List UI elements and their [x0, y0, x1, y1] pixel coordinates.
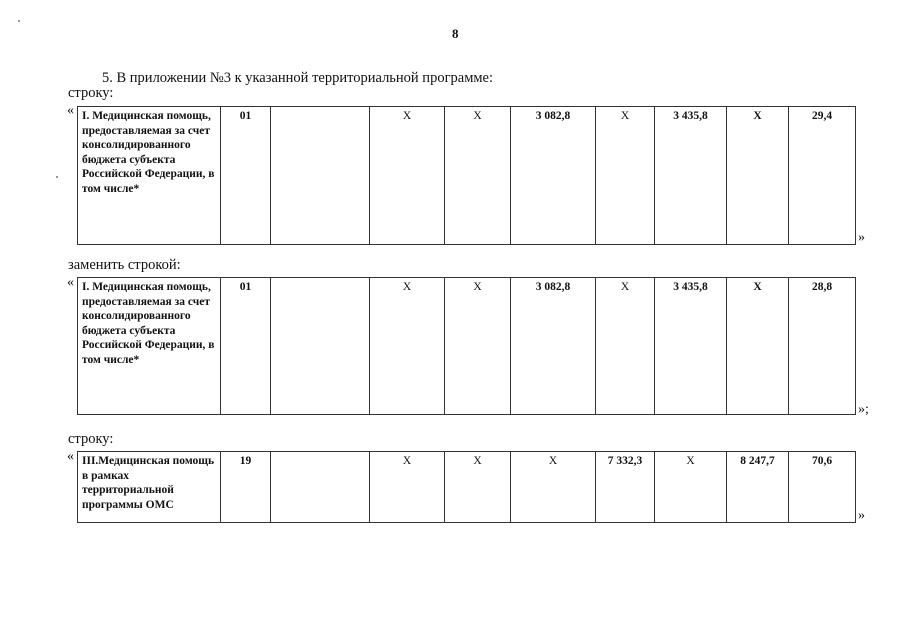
- page-number: 8: [452, 26, 459, 41]
- table-cell: X: [596, 278, 655, 415]
- table-cell: X: [511, 452, 596, 523]
- table-cell: X: [727, 107, 789, 245]
- table-cell: 70,6: [789, 452, 856, 523]
- table-cell: X: [445, 107, 511, 245]
- table-cell: [271, 278, 370, 415]
- table-cell: 3 435,8: [655, 107, 727, 245]
- row-code-cell: 01: [221, 278, 271, 415]
- close-quote: »: [858, 508, 865, 523]
- row-code-cell: 01: [221, 107, 271, 245]
- row-name-cell: III.Медицинская помощь в рамках территориальной программы ОМС: [78, 452, 221, 523]
- table-cell: X: [445, 278, 511, 415]
- open-quote: «: [67, 449, 74, 464]
- table-cell: 3 082,8: [511, 278, 596, 415]
- table-cell: 3 082,8: [511, 107, 596, 245]
- table-cell: 3 435,8: [655, 278, 727, 415]
- table-cell: X: [370, 278, 445, 415]
- section-label: заменить строкой:: [68, 257, 181, 273]
- scan-speck: [18, 20, 20, 22]
- table-cell: 28,8: [789, 278, 856, 415]
- intro-text: 5. В приложении №3 к указанной территориальной программе:: [102, 70, 494, 86]
- scan-speck: [56, 176, 58, 178]
- section-label: строку:: [68, 85, 114, 101]
- table-cell: 7 332,3: [596, 452, 655, 523]
- table-row: [77, 106, 856, 245]
- close-quote: »;: [858, 402, 869, 417]
- open-quote: «: [67, 275, 74, 290]
- row-name-cell: I. Медицинская помощь, предоставляемая за счет консолидированного бюджета субъекта Российской Федерации, в том числе*: [78, 107, 221, 245]
- row-name-cell: I. Медицинская помощь, предоставляемая за счет консолидированного бюджета субъекта Российской Федерации, в том числе*: [78, 278, 221, 415]
- table-cell: 8 247,7: [727, 452, 789, 523]
- section-label: строку:: [68, 431, 114, 447]
- table-cell: [271, 452, 370, 523]
- open-quote: «: [67, 103, 74, 118]
- table-cell: X: [727, 278, 789, 415]
- table-cell: X: [445, 452, 511, 523]
- table-cell: X: [370, 107, 445, 245]
- table-row: [77, 451, 856, 523]
- close-quote: »: [858, 230, 865, 245]
- row-code-cell: 19: [221, 452, 271, 523]
- table-cell: X: [596, 107, 655, 245]
- table-row: [77, 277, 856, 415]
- table-cell: X: [655, 452, 727, 523]
- table-cell: 29,4: [789, 107, 856, 245]
- table-cell: [271, 107, 370, 245]
- table-cell: X: [370, 452, 445, 523]
